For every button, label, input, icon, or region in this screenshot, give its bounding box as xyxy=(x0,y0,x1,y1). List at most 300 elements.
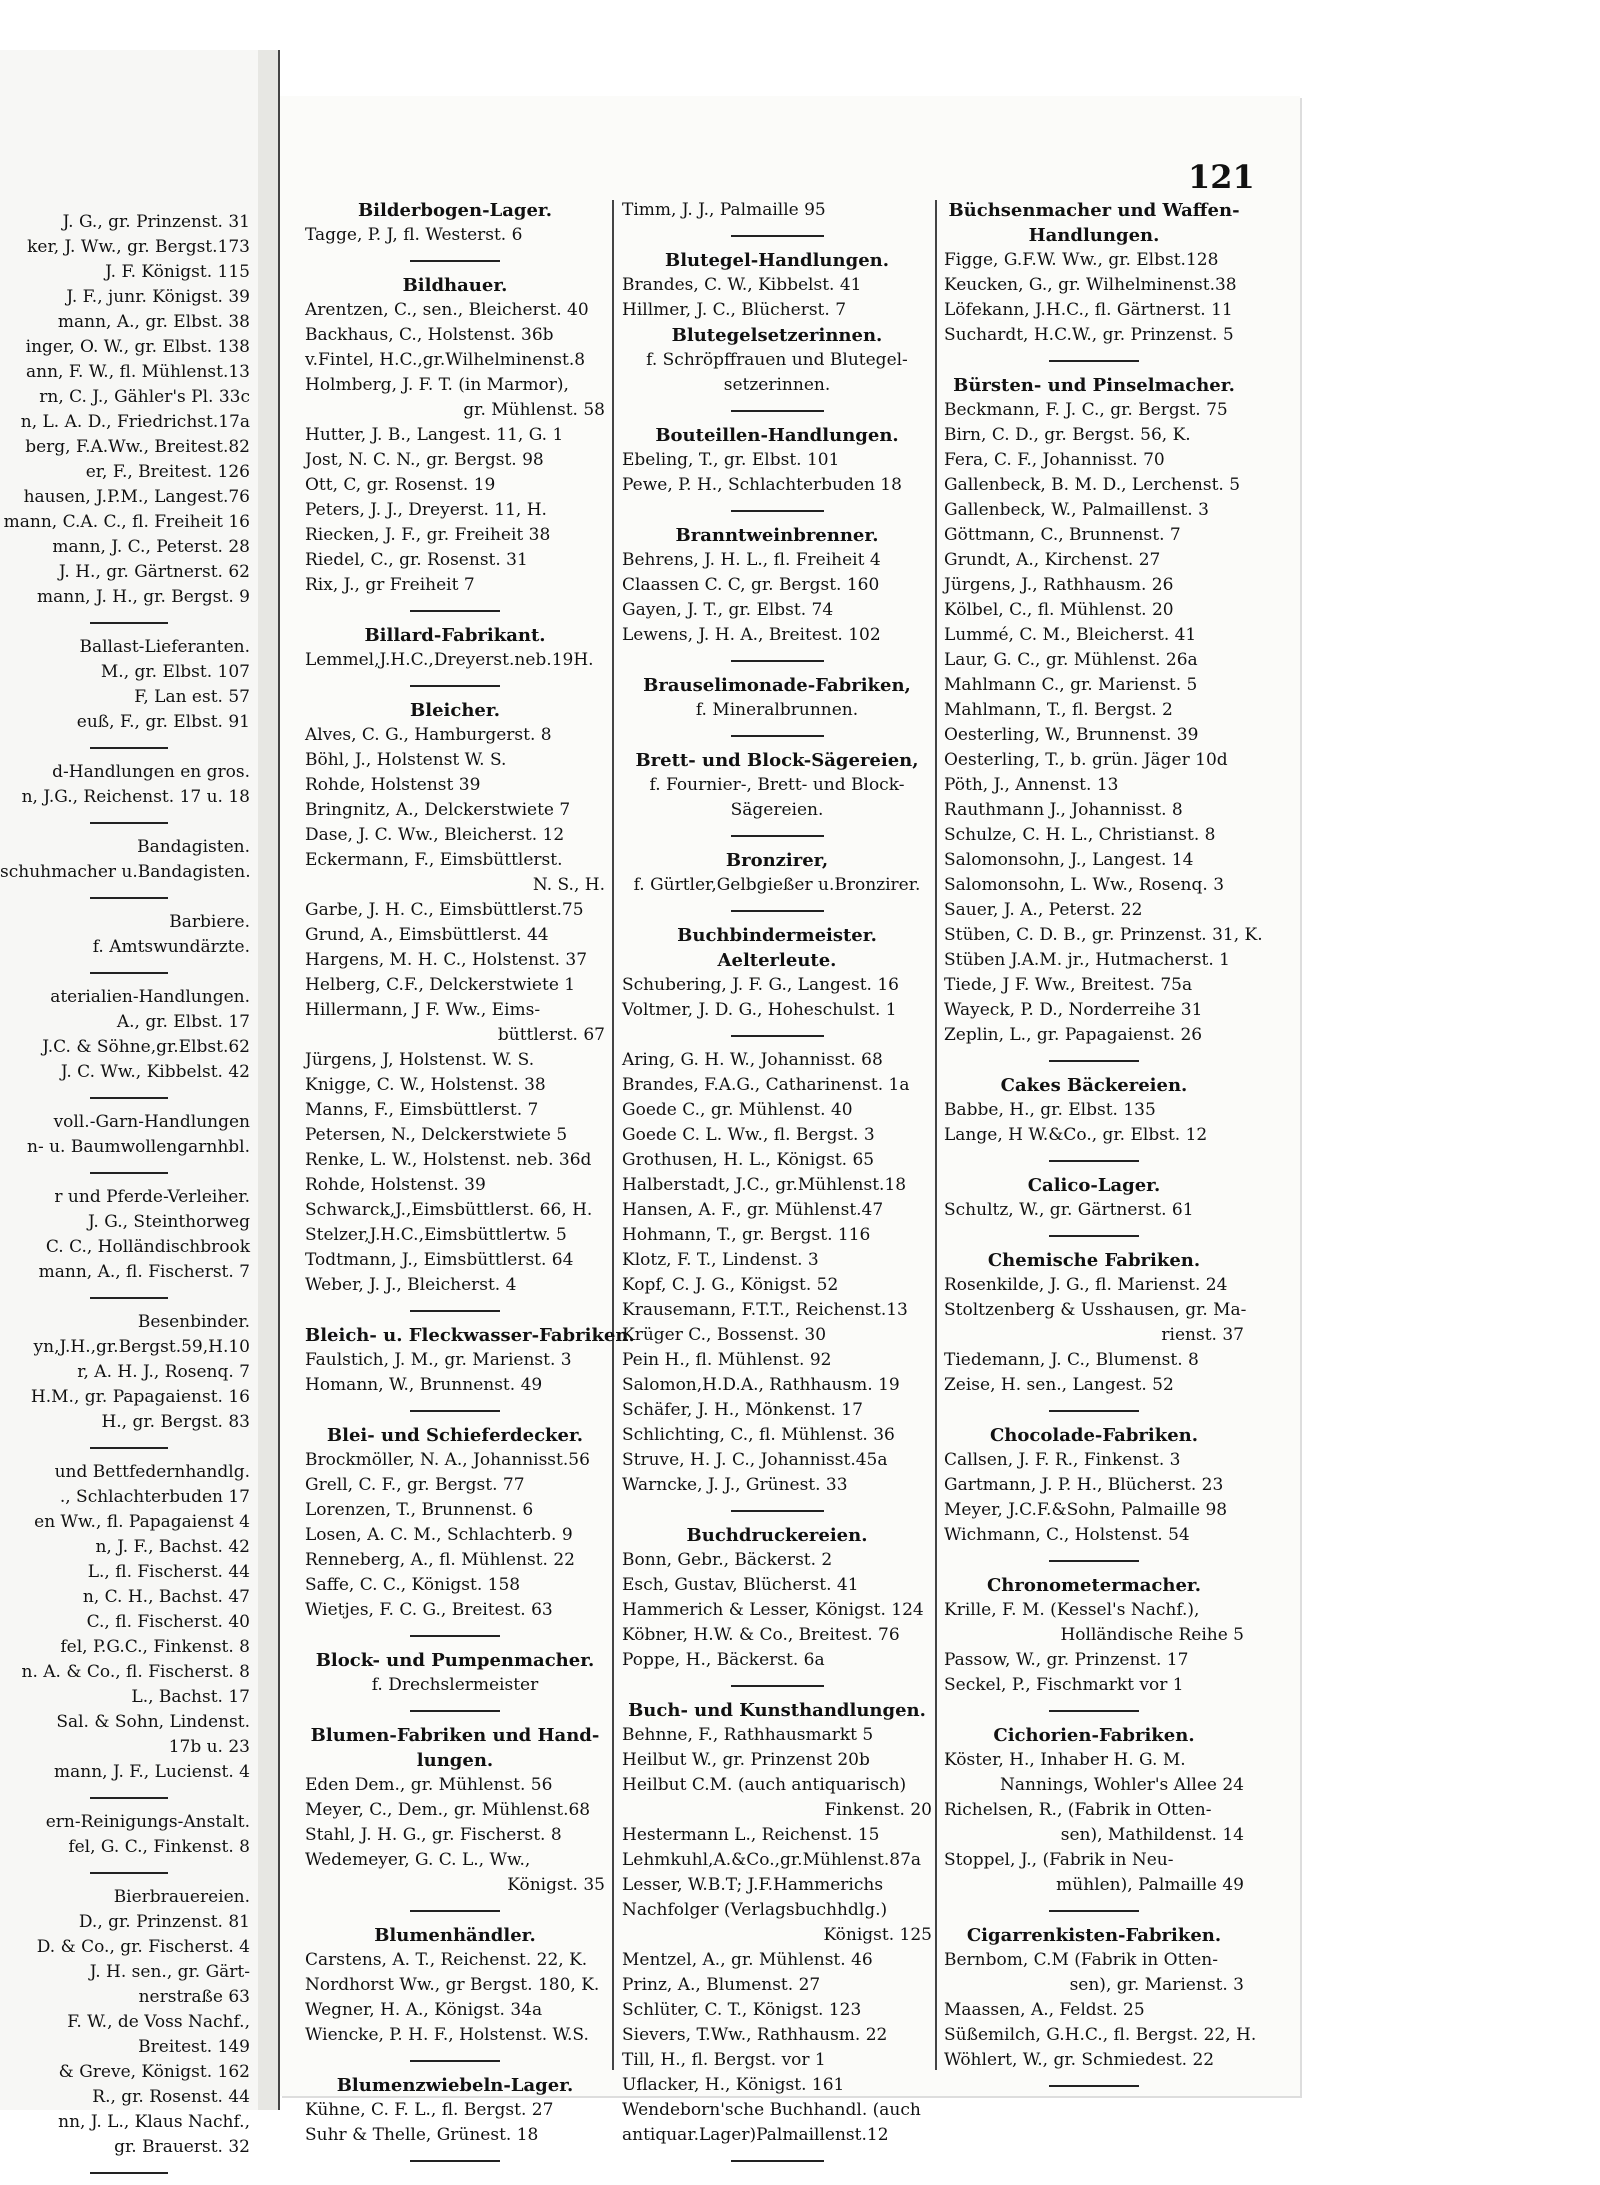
directory-entry: Lange, H W.&Co., gr. Elbst. 12 xyxy=(944,1125,1208,1145)
directory-entry: Warncke, J. J., Grünest. 33 xyxy=(622,1475,848,1495)
directory-entry: Garbe, J. H. C., Eimsbüttlerst.75 xyxy=(305,900,584,920)
directory-entry: Renneberg, A., fl. Mühlenst. 22 xyxy=(305,1550,575,1570)
directory-entry: Bernbom, C.M (Fabrik in Otten- xyxy=(944,1950,1218,1970)
directory-entry: Beckmann, F. J. C., gr. Bergst. 75 xyxy=(944,400,1228,420)
directory-entry: Böhl, J., Holstenst W. S. xyxy=(305,750,507,770)
cross-reference: f. Gürtler,Gelbgießer u.Bronzirer. xyxy=(633,875,921,895)
directory-entry: voll.-Garn-Handlungen xyxy=(53,1112,250,1132)
directory-entry: Carstens, A. T., Reichenst. 22, K. xyxy=(305,1950,588,1970)
directory-entry: A., gr. Elbst. 17 xyxy=(116,1012,250,1032)
directory-entry: Struve, H. J. C., Johannisst.45a xyxy=(622,1450,888,1470)
directory-entry: Wichmann, C., Holstenst. 54 xyxy=(944,1525,1190,1545)
directory-entry: Oesterling, T., b. grün. Jäger 10d xyxy=(944,750,1228,770)
directory-entry: Tiede, J F. Ww., Breitest. 75a xyxy=(944,975,1193,995)
section-divider xyxy=(944,348,1244,373)
directory-entry: Hestermann L., Reichenst. 15 xyxy=(622,1825,880,1845)
directory-entry: f. Amtswundärzte. xyxy=(92,937,250,957)
section-heading: Blutegel-Handlungen. xyxy=(665,250,889,271)
directory-entry: Krille, F. M. (Kessel's Nachf.), xyxy=(944,1600,1200,1620)
cross-reference: f. Drechslermeister xyxy=(371,1675,539,1695)
directory-entry: ern-Reinigungs-Anstalt. xyxy=(45,1812,250,1832)
directory-entry: Löfekann, J.H.C., fl. Gärtnerst. 11 xyxy=(944,300,1233,320)
directory-entry: Nannings, Wohler's Allee 24 xyxy=(1000,1775,1244,1795)
section-heading: Block- und Pumpenmacher. xyxy=(315,1650,595,1671)
directory-entry: n, C. H., Bachst. 47 xyxy=(82,1587,250,1607)
directory-entry: Knigge, C. W., Holstenst. 38 xyxy=(305,1075,546,1095)
directory-entry: Stelzer,J.H.C.,Eimsbüttlertw. 5 xyxy=(305,1225,567,1245)
book-gutter xyxy=(258,50,280,2110)
section-divider xyxy=(622,1023,932,1048)
directory-entry: Hillermann, J F. Ww., Eims- xyxy=(305,1000,541,1020)
directory-entry: Birn, C. D., gr. Bergst. 56, K. xyxy=(944,425,1191,445)
section-heading: Bürsten- und Pinselmacher. xyxy=(953,375,1235,396)
directory-entry: inger, O. W., gr. Elbst. 138 xyxy=(25,337,250,357)
section-divider xyxy=(305,1298,605,1323)
directory-entry: yn,J.H.,gr.Bergst.59,H.10 xyxy=(33,1337,250,1357)
directory-entry: Hillmer, J. C., Blücherst. 7 xyxy=(622,300,847,320)
directory-entry: Richelsen, R., (Fabrik in Otten- xyxy=(944,1800,1212,1820)
directory-entry: F, Lan est. 57 xyxy=(134,687,250,707)
directory-entry: r und Pferde-Verleiher. xyxy=(54,1187,250,1207)
directory-entry: rn, C. J., Gähler's Pl. 33c xyxy=(39,387,250,407)
section-heading: Aelterleute. xyxy=(717,950,837,971)
directory-entry: Eckermann, F., Eimsbüttlerst. xyxy=(305,850,563,870)
directory-entry: Grothusen, H. L., Königst. 65 xyxy=(622,1150,875,1170)
directory-entry: Hammerich & Lesser, Königst. 124 xyxy=(622,1600,924,1620)
section-divider xyxy=(944,1698,1244,1723)
directory-entry: Arentzen, C., sen., Bleicherst. 40 xyxy=(305,300,589,320)
section-divider xyxy=(944,1148,1244,1173)
directory-entry: & Greve, Königst. 162 xyxy=(58,2062,250,2082)
directory-entry: n- u. Baumwollengarnhbl. xyxy=(27,1137,250,1157)
directory-entry: er, F., Breitest. 126 xyxy=(85,462,250,482)
directory-entry: M., gr. Elbst. 107 xyxy=(100,662,250,682)
section-divider xyxy=(944,1398,1244,1423)
directory-entry: C., fl. Fischerst. 40 xyxy=(86,1612,250,1632)
directory-entry: Hansen, A. F., gr. Mühlenst.47 xyxy=(622,1200,884,1220)
directory-entry: Salomonsohn, L. Ww., Rosenq. 3 xyxy=(944,875,1225,895)
column-divider-1 xyxy=(612,200,614,2070)
directory-entry: Tiedemann, J. C., Blumenst. 8 xyxy=(944,1350,1199,1370)
directory-entry: Callsen, J. F. R., Finkenst. 3 xyxy=(944,1450,1181,1470)
directory-entry: Stoltzenberg & Usshausen, gr. Ma- xyxy=(944,1300,1247,1320)
directory-entry: Breitest. 149 xyxy=(138,2037,250,2057)
left-page-fragment xyxy=(0,50,260,2157)
directory-entry: Lorenzen, T., Brunnenst. 6 xyxy=(305,1500,534,1520)
directory-entry: Dase, J. C. Ww., Bleicherst. 12 xyxy=(305,825,565,845)
directory-entry: Goede C., gr. Mühlenst. 40 xyxy=(622,1100,853,1120)
directory-entry: L., Bachst. 17 xyxy=(131,1687,250,1707)
section-divider xyxy=(305,1698,605,1723)
directory-entry: und Bettfedernhandlg. xyxy=(54,1462,250,1482)
section-divider xyxy=(0,1435,258,1460)
directory-entry: Prinz, A., Blumenst. 27 xyxy=(622,1975,821,1995)
directory-entry: Klotz, F. T., Lindenst. 3 xyxy=(622,1250,819,1270)
directory-entry: Holländische Reihe 5 xyxy=(1060,1625,1244,1645)
directory-entry: Ott, C, gr. Rosenst. 19 xyxy=(305,475,496,495)
directory-entry: C. C., Holländischbrook xyxy=(45,1237,250,1257)
directory-entry: ., Schlachterbuden 17 xyxy=(59,1487,250,1507)
directory-entry: Sauer, J. A., Peterst. 22 xyxy=(944,900,1143,920)
directory-entry: en Ww., fl. Papagaienst 4 xyxy=(34,1512,250,1532)
directory-entry: v.Fintel, H.C.,gr.Wilhelminenst.8 xyxy=(305,350,586,370)
section-divider xyxy=(305,1898,605,1923)
section-divider xyxy=(622,648,932,673)
directory-entry: Gayen, J. T., gr. Elbst. 74 xyxy=(622,600,834,620)
section-heading: Buchbindermeister. xyxy=(677,925,877,946)
directory-entry: Wendeborn'sche Buchhandl. (auch xyxy=(622,2100,921,2120)
directory-entry: L., fl. Fischerst. 44 xyxy=(87,1562,250,1582)
directory-entry: Gallenbeck, B. M. D., Lerchenst. 5 xyxy=(944,475,1241,495)
directory-entry: Rosenkilde, J. G., fl. Marienst. 24 xyxy=(944,1275,1228,1295)
directory-entry: Süßemilch, G.H.C., fl. Bergst. 22, H. xyxy=(944,2025,1257,2045)
section-divider xyxy=(0,1085,258,1110)
directory-entry: Meyer, J.C.F.&Sohn, Palmaille 98 xyxy=(944,1500,1228,1520)
directory-entry: J. C. Ww., Kibbelst. 42 xyxy=(60,1062,250,1082)
directory-entry: Helberg, C.F., Delckerstwiete 1 xyxy=(305,975,576,995)
directory-entry: Hohmann, T., gr. Bergst. 116 xyxy=(622,1225,871,1245)
directory-entry: antiquar.Lager)Palmaillenst.12 xyxy=(622,2125,889,2145)
column-divider-2 xyxy=(935,200,937,2070)
directory-entry: Behrens, J. H. L., fl. Freiheit 4 xyxy=(622,550,881,570)
section-divider xyxy=(305,673,605,698)
directory-entry: Stoppel, J., (Fabrik in Neu- xyxy=(944,1850,1174,1870)
directory-entry: Lemmel,J.H.C.,Dreyerst.neb.19H. xyxy=(305,650,594,670)
directory-entry: Rohde, Holstenst 39 xyxy=(305,775,481,795)
directory-entry: nn, J. L., Klaus Nachf., xyxy=(58,2112,250,2132)
section-divider xyxy=(305,1623,605,1648)
directory-entry: ker, J. Ww., gr. Bergst.173 xyxy=(27,237,250,257)
directory-entry: sen), Mathildenst. 14 xyxy=(1060,1825,1244,1845)
section-divider xyxy=(944,2073,1244,2098)
directory-entry: J. G., gr. Prinzenst. 31 xyxy=(62,212,250,232)
directory-entry: Krausemann, F.T.T., Reichenst.13 xyxy=(622,1300,908,1320)
directory-entry: Pewe, P. H., Schlachterbuden 18 xyxy=(622,475,902,495)
section-heading: Bilderbogen-Lager. xyxy=(357,200,553,221)
directory-entry: Mahlmann, T., fl. Bergst. 2 xyxy=(944,700,1173,720)
section-divider xyxy=(622,823,932,848)
directory-entry: Halberstadt, J.C., gr.Mühlenst.18 xyxy=(622,1175,907,1195)
directory-entry: J. F. Königst. 115 xyxy=(105,262,250,282)
directory-entry: Schubering, J. F. G., Langest. 16 xyxy=(622,975,899,995)
section-divider xyxy=(622,723,932,748)
directory-entry: Backhaus, C., Holstenst. 36b xyxy=(305,325,554,345)
directory-entry: fel, P.G.C., Finkenst. 8 xyxy=(60,1637,250,1657)
section-divider xyxy=(622,898,932,923)
directory-entry: Schwarck,J.,Eimsbüttlerst. 66, H. xyxy=(305,1200,593,1220)
directory-entry: Lehmkuhl,A.&Co.,gr.Mühlenst.87a xyxy=(622,1850,922,1870)
section-heading: Blumen-Fabriken und Hand- xyxy=(310,1725,600,1746)
section-divider xyxy=(622,2148,932,2173)
directory-entry: Manns, F., Eimsbüttlerst. 7 xyxy=(305,1100,539,1120)
directory-entry: Poppe, H., Bäckerst. 6a xyxy=(622,1650,825,1670)
directory-entry: Grundt, A., Kirchenst. 27 xyxy=(944,550,1161,570)
directory-entry: Rix, J., gr Freiheit 7 xyxy=(305,575,475,595)
directory-entry: Ballast-Lieferanten. xyxy=(79,637,250,657)
directory-entry: Königst. 35 xyxy=(507,1875,605,1895)
section-divider xyxy=(944,1048,1244,1073)
directory-entry: Kopf, C. J. G., Königst. 52 xyxy=(622,1275,839,1295)
directory-entry: Todtmann, J., Eimsbüttlerst. 64 xyxy=(305,1250,574,1270)
section-divider xyxy=(0,1160,258,1185)
directory-entry: Fera, C. F., Johannisst. 70 xyxy=(944,450,1165,470)
section-divider xyxy=(622,1498,932,1523)
directory-entry: Sievers, T.Ww., Rathhausm. 22 xyxy=(622,2025,888,2045)
directory-entry: Timm, J. J., Palmaille 95 xyxy=(622,200,826,220)
directory-entry: Heilbut C.M. (auch antiquarisch) xyxy=(622,1775,907,1795)
directory-entry: Stahl, J. H. G., gr. Fischerst. 8 xyxy=(305,1825,562,1845)
directory-entry: Goede C. L. Ww., fl. Bergst. 3 xyxy=(622,1125,875,1145)
directory-entry: Brandes, F.A.G., Catharinenst. 1a xyxy=(622,1075,910,1095)
directory-entry: Krüger C., Bossenst. 30 xyxy=(622,1325,827,1345)
directory-entry: Wedemeyer, G. C. L., Ww., xyxy=(305,1850,531,1870)
section-heading: Blumenzwiebeln-Lager. xyxy=(336,2075,574,2096)
directory-entry: Suhr & Thelle, Grünest. 18 xyxy=(305,2125,539,2145)
directory-entry: berg, F.A.Ww., Breitest.82 xyxy=(25,437,250,457)
section-heading: Chemische Fabriken. xyxy=(987,1250,1201,1271)
directory-entry: Eden Dem., gr. Mühlenst. 56 xyxy=(305,1775,553,1795)
directory-entry: Kühne, C. F. L., fl. Bergst. 27 xyxy=(305,2100,554,2120)
directory-entry: d-Handlungen en gros. xyxy=(52,762,250,782)
section-divider xyxy=(305,598,605,623)
directory-entry: mann, J. F., Lucienst. 4 xyxy=(53,1762,250,1782)
section-divider xyxy=(0,1285,258,1310)
directory-entry: Hargens, M. H. C., Holstenst. 37 xyxy=(305,950,588,970)
directory-entry: mühlen), Palmaille 49 xyxy=(1056,1875,1244,1895)
section-divider xyxy=(944,1548,1244,1573)
directory-entry: n, J. F., Bachst. 42 xyxy=(95,1537,250,1557)
directory-entry: Heilbut W., gr. Prinzenst 20b xyxy=(622,1750,870,1770)
directory-entry: Schulze, C. H. L., Christianst. 8 xyxy=(944,825,1216,845)
directory-entry: D. & Co., gr. Fischerst. 4 xyxy=(36,1937,250,1957)
directory-entry: J. H., gr. Gärtnerst. 62 xyxy=(58,562,250,582)
directory-entry: büttlerst. 67 xyxy=(497,1025,605,1045)
section-heading: Buchdruckereien. xyxy=(686,1525,868,1546)
section-divider xyxy=(305,1398,605,1423)
directory-entry: Jürgens, J., Rathhausm. 26 xyxy=(944,575,1174,595)
directory-entry: R., gr. Rosenst. 44 xyxy=(92,2087,250,2107)
directory-entry: n. A. & Co., fl. Fischerst. 8 xyxy=(21,1662,250,1682)
page-number: 121 xyxy=(1188,158,1255,196)
directory-entry: Stüben J.A.M. jr., Hutmacherst. 1 xyxy=(944,950,1230,970)
directory-entry: Bierbrauereien. xyxy=(113,1887,250,1907)
directory-entry: Faulstich, J. M., gr. Marienst. 3 xyxy=(305,1350,572,1370)
section-heading: Brett- und Block-Sägereien, xyxy=(635,750,919,771)
directory-entry: r, A. H. J., Rosenq. 7 xyxy=(77,1362,250,1382)
cross-reference: f. Fournier-, Brett- und Block- xyxy=(649,775,905,795)
section-divider xyxy=(305,248,605,273)
directory-entry: gr. Mühlenst. 58 xyxy=(463,400,605,420)
section-divider xyxy=(305,2148,605,2173)
directory-entry: Besenbinder. xyxy=(137,1312,250,1332)
directory-entry: Bringnitz, A., Delckerstwiete 7 xyxy=(305,800,571,820)
directory-entry: Schultz, W., gr. Gärtnerst. 61 xyxy=(944,1200,1194,1220)
directory-entry: Zeplin, L., gr. Papagaienst. 26 xyxy=(944,1025,1203,1045)
section-divider xyxy=(0,735,258,760)
directory-entry: J. H. sen., gr. Gärt- xyxy=(89,1962,250,1982)
section-divider xyxy=(0,1860,258,1885)
directory-entry: Königst. 125 xyxy=(823,1925,932,1945)
directory-entry: Esch, Gustav, Blücherst. 41 xyxy=(622,1575,859,1595)
section-heading: Bleich- u. Fleckwasser-Fabriken. xyxy=(305,1325,635,1346)
directory-entry: Stüben, C. D. B., gr. Prinzenst. 31, K. xyxy=(944,925,1263,945)
directory-entry: Nordhorst Ww., gr Bergst. 180, K. xyxy=(305,1975,600,1995)
directory-entry: Wöhlert, W., gr. Schmiedest. 22 xyxy=(944,2050,1215,2070)
directory-entry: Jost, N. C. N., gr. Bergst. 98 xyxy=(305,450,544,470)
directory-entry: D., gr. Prinzenst. 81 xyxy=(78,1912,250,1932)
section-heading: Chocolade-Fabriken. xyxy=(989,1425,1199,1446)
directory-entry: Aring, G. H. W., Johannisst. 68 xyxy=(622,1050,883,1070)
section-heading: Cichorien-Fabriken. xyxy=(993,1725,1195,1746)
directory-entry: Köbner, H.W. & Co., Breitest. 76 xyxy=(622,1625,900,1645)
directory-entry: Riedel, C., gr. Rosenst. 31 xyxy=(305,550,528,570)
directory-entry: Schlüter, C. T., Königst. 123 xyxy=(622,2000,862,2020)
directory-entry: mann, J. H., gr. Bergst. 9 xyxy=(37,587,250,607)
directory-entry: Brandes, C. W., Kibbelst. 41 xyxy=(622,275,862,295)
directory-entry: Figge, G.F.W. Ww., gr. Elbst.128 xyxy=(944,250,1219,270)
directory-entry: Renke, L. W., Holstenst. neb. 36d xyxy=(305,1150,592,1170)
directory-entry: Wayeck, P. D., Norderreihe 31 xyxy=(944,1000,1203,1020)
section-heading: Buch- und Kunsthandlungen. xyxy=(628,1700,926,1721)
directory-entry: mann, A., gr. Elbst. 38 xyxy=(57,312,250,332)
section-divider xyxy=(622,1673,932,1698)
directory-entry: Behnne, F., Rathhausmarkt 5 xyxy=(622,1725,874,1745)
section-divider xyxy=(0,960,258,985)
section-divider xyxy=(944,1223,1244,1248)
directory-entry: Losen, A. C. M., Schlachterb. 9 xyxy=(305,1525,573,1545)
directory-entry: Maassen, A., Feldst. 25 xyxy=(944,2000,1145,2020)
cross-reference: Sägereien. xyxy=(730,800,824,820)
directory-entry: Sal. & Sohn, Lindenst. xyxy=(56,1712,250,1732)
directory-entry: Gallenbeck, W., Palmaillenst. 3 xyxy=(944,500,1209,520)
directory-entry: Till, H., fl. Bergst. vor 1 xyxy=(622,2050,826,2070)
section-divider xyxy=(0,1785,258,1810)
directory-entry: rienst. 37 xyxy=(1161,1325,1244,1345)
directory-entry: Lummé, C. M., Bleicherst. 41 xyxy=(944,625,1197,645)
directory-entry: n, J.G., Reichenst. 17 u. 18 xyxy=(21,787,250,807)
section-heading: Cakes Bäckereien. xyxy=(1000,1075,1188,1096)
directory-entry: mann, J. C., Peterst. 28 xyxy=(52,537,250,557)
directory-entry: N. S., H. xyxy=(532,875,605,895)
directory-entry: Uflacker, H., Königst. 161 xyxy=(622,2075,845,2095)
section-divider xyxy=(622,223,932,248)
directory-entry: Jürgens, J, Holstenst. W. S. xyxy=(305,1050,535,1070)
section-heading: Bronzirer, xyxy=(725,850,829,871)
directory-entry: Weber, J. J., Bleicherst. 4 xyxy=(305,1275,517,1295)
section-heading: Blutegelsetzerinnen. xyxy=(671,325,883,346)
directory-entry: J. G., Steinthorweg xyxy=(87,1212,250,1232)
directory-entry: Bandagisten. xyxy=(137,837,250,857)
directory-entry: euß, F., gr. Elbst. 91 xyxy=(76,712,250,732)
directory-entry: J. F., junr. Königst. 39 xyxy=(66,287,250,307)
directory-entry: Voltmer, J. D. G., Hoheschulst. 1 xyxy=(622,1000,897,1020)
directory-entry: Rohde, Holstenst. 39 xyxy=(305,1175,486,1195)
section-heading: Büchsenmacher und Waffen- xyxy=(948,200,1240,221)
section-divider xyxy=(944,1898,1244,1923)
section-heading: Brauselimonade-Fabriken, xyxy=(643,675,911,696)
directory-column-1 xyxy=(305,198,635,2173)
directory-entry: Mentzel, A., gr. Mühlenst. 46 xyxy=(622,1950,873,1970)
section-heading: Blumenhändler. xyxy=(374,1925,536,1946)
directory-entry: J.C. & Söhne,gr.Elbst.62 xyxy=(42,1037,250,1057)
directory-entry: Holmberg, J. F. T. (in Marmor), xyxy=(305,375,569,395)
directory-entry: Saffe, C. C., Königst. 158 xyxy=(305,1575,521,1595)
directory-entry: Gartmann, J. P. H., Blücherst. 23 xyxy=(944,1475,1224,1495)
directory-entry: Homann, W., Brunnenst. 49 xyxy=(305,1375,543,1395)
directory-entry: Claassen C. C, gr. Bergst. 160 xyxy=(622,575,880,595)
left-column xyxy=(0,210,258,2185)
directory-entry: Salomon,H.D.A., Rathhausm. 19 xyxy=(622,1375,900,1395)
directory-entry: Salomonsohn, J., Langest. 14 xyxy=(944,850,1194,870)
directory-entry: Schlichting, C., fl. Mühlenst. 36 xyxy=(622,1425,895,1445)
directory-entry: Laur, G. C., gr. Mühlenst. 26a xyxy=(944,650,1198,670)
directory-entry: Oesterling, W., Brunnenst. 39 xyxy=(944,725,1199,745)
directory-entry: Pöth, J., Annenst. 13 xyxy=(944,775,1119,795)
directory-entry: Kölbel, C., fl. Mühlenst. 20 xyxy=(944,600,1174,620)
section-divider xyxy=(0,810,258,835)
directory-entry: Peters, J. J., Dreyerst. 11, H. xyxy=(305,500,547,520)
section-divider xyxy=(0,885,258,910)
directory-entry: Seckel, P., Fischmarkt vor 1 xyxy=(944,1675,1184,1695)
directory-entry: aterialien-Handlungen. xyxy=(50,987,250,1007)
directory-entry: Wiencke, P. H. F., Holstenst. W.S. xyxy=(305,2025,589,2045)
directory-entry: Riecken, J. F., gr. Freiheit 38 xyxy=(305,525,551,545)
directory-entry: Lewens, J. H. A., Breitest. 102 xyxy=(622,625,881,645)
directory-entry: F. W., de Voss Nachf., xyxy=(67,2012,250,2032)
section-heading: Cigarrenkisten-Fabriken. xyxy=(966,1925,1222,1946)
section-divider xyxy=(305,2048,605,2073)
directory-entry: ann, F. W., fl. Mühlenst.13 xyxy=(26,362,250,382)
directory-entry: Wegner, H. A., Königst. 34a xyxy=(305,2000,543,2020)
section-divider xyxy=(0,2160,258,2185)
directory-entry: Tagge, P. J, fl. Westerst. 6 xyxy=(305,225,523,245)
directory-entry: Bonn, Gebr., Bäckerst. 2 xyxy=(622,1550,833,1570)
directory-entry: Hutter, J. B., Langest. 11, G. 1 xyxy=(305,425,564,445)
directory-entry: Grund, A., Eimsbüttlerst. 44 xyxy=(305,925,549,945)
directory-entry: hausen, J.P.M., Langest.76 xyxy=(23,487,250,507)
directory-entry: schuhmacher u.Bandagisten. xyxy=(0,862,251,882)
section-heading: Calico-Lager. xyxy=(1027,1175,1161,1196)
section-heading: Bildhauer. xyxy=(402,275,508,296)
section-heading: Bouteillen-Handlungen. xyxy=(655,425,899,446)
directory-entry: n, L. A. D., Friedrichst.17a xyxy=(20,412,250,432)
section-heading: Bleicher. xyxy=(410,700,500,721)
directory-entry: Keucken, G., gr. Wilhelminenst.38 xyxy=(944,275,1237,295)
directory-entry: Suchardt, H.C.W., gr. Prinzenst. 5 xyxy=(944,325,1234,345)
directory-entry: H., gr. Bergst. 83 xyxy=(101,1412,250,1432)
directory-entry: Wietjes, F. C. G., Breitest. 63 xyxy=(305,1600,553,1620)
directory-column-3 xyxy=(944,198,1263,2098)
directory-entry: Barbiere. xyxy=(169,912,250,932)
directory-entry: mann, A., fl. Fischerst. 7 xyxy=(38,1262,250,1282)
directory-entry: gr. Brauerst. 32 xyxy=(114,2137,250,2157)
directory-column-2 xyxy=(622,198,932,2173)
section-divider xyxy=(0,610,258,635)
directory-entry: Rauthmann J., Johannisst. 8 xyxy=(944,800,1183,820)
cross-reference: setzerinnen. xyxy=(723,375,831,395)
section-heading: lungen. xyxy=(416,1750,494,1771)
section-heading: Chronometermacher. xyxy=(986,1575,1202,1596)
directory-entry: Köster, H., Inhaber H. G. M. xyxy=(944,1750,1186,1770)
directory-entry: Mahlmann C., gr. Marienst. 5 xyxy=(944,675,1198,695)
directory-entry: 17b u. 23 xyxy=(168,1737,250,1757)
section-heading: Handlungen. xyxy=(1028,225,1160,246)
directory-entry: Schäfer, J. H., Mönkenst. 17 xyxy=(622,1400,863,1420)
section-heading: Branntweinbrenner. xyxy=(675,525,879,546)
directory-entry: Ebeling, T., gr. Elbst. 101 xyxy=(622,450,840,470)
cross-reference: f. Schröpffrauen und Blutegel- xyxy=(646,350,908,370)
directory-entry: Babbe, H., gr. Elbst. 135 xyxy=(944,1100,1156,1120)
